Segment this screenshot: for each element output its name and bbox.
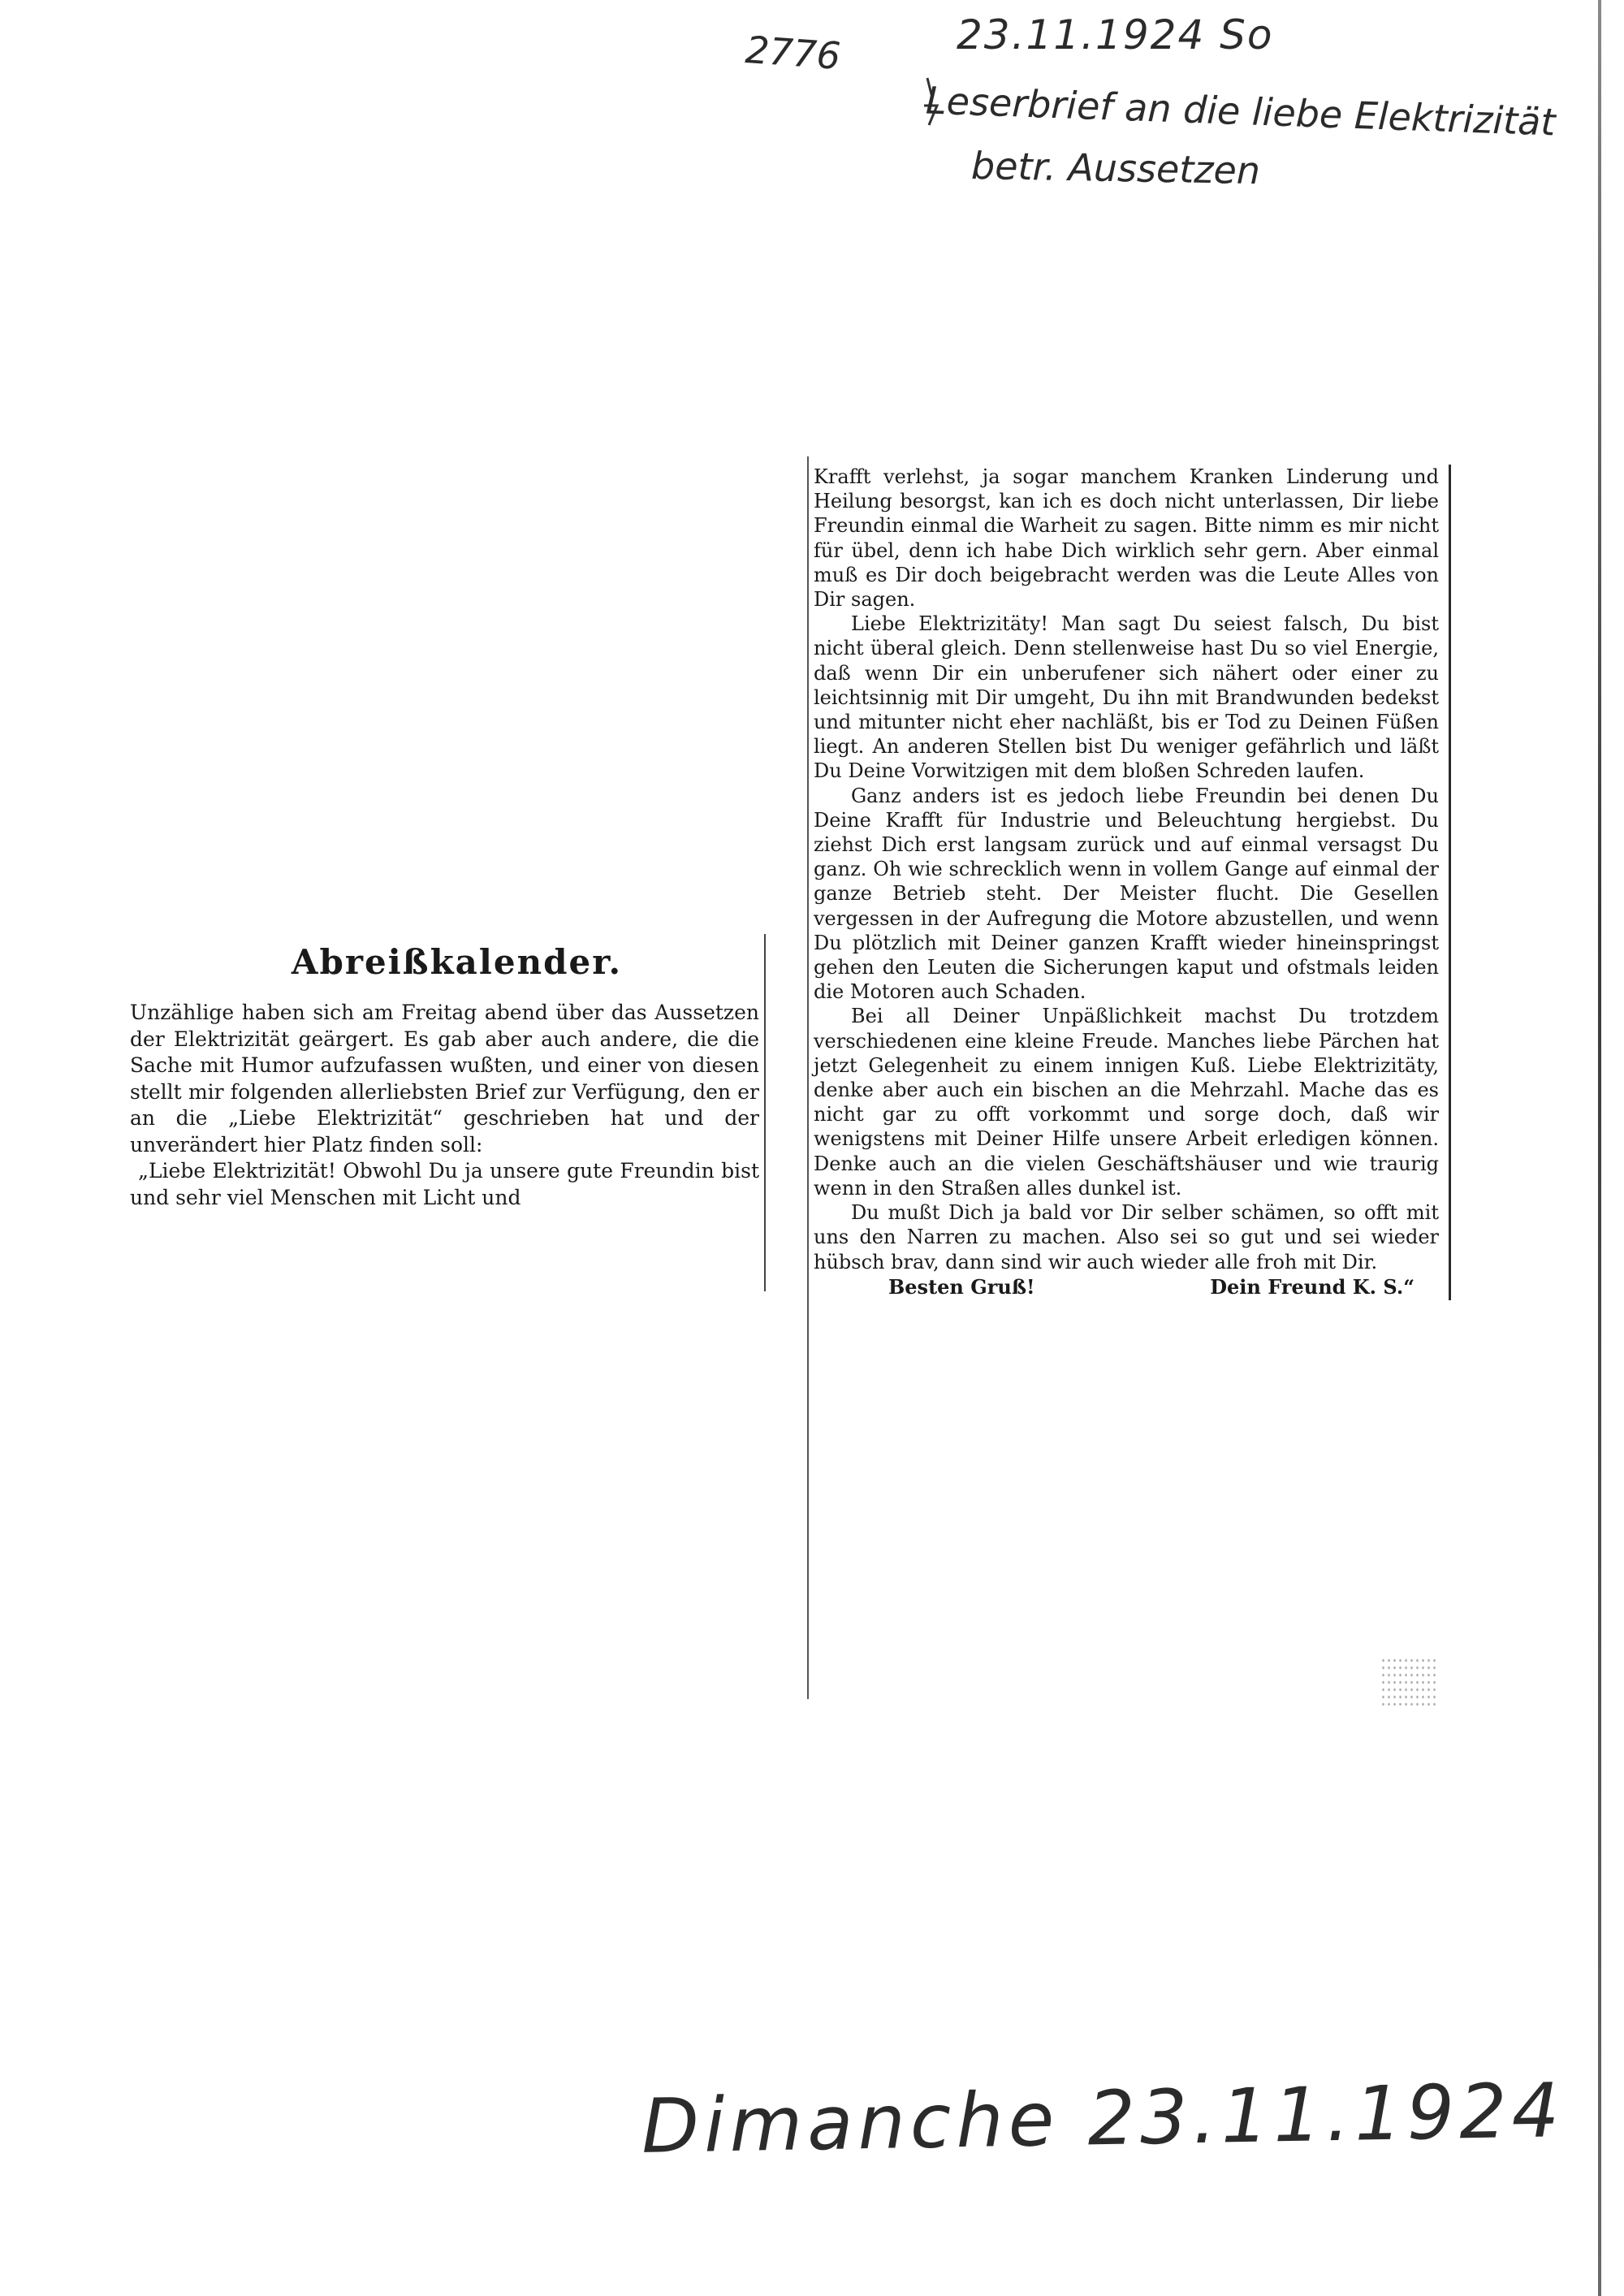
clipping-cut-edge: [807, 456, 809, 1699]
scan-noise: [1380, 1657, 1437, 1706]
signature-line: [814, 1274, 1439, 1300]
right-paragraph-5: Du mußt Dich ja bald vor Dir selber schämen, so offt mit uns den Narren zu machen. Also sei so gut und sei wieder hübsch brav, dann sind wir auch wieder alle froh mit Dir.: [814, 1201, 1439, 1273]
left-paragraph-2: „Liebe Elektrizität! Obwohl Du ja unsere gute Freundin bist und sehr viel Menschen mit Licht und: [130, 1159, 759, 1209]
greeting: Besten Gruß!: [888, 1274, 1035, 1299]
right-clipping: [814, 465, 1451, 1300]
right-paragraph-3: Ganz anders ist es jedoch liebe Freundin bei denen Du Deine Krafft für Industrie und Beleuchtung hergiebst. Du ziehst Dich erst langsam zurück und auf einmal versagst Du ganz. Oh wie schrecklich wenn in vollem Gange auf einmal der ganze Betrieb steht. Der Meister flucht. Die Gesellen vergessen in der Aufregung die Motore abzustellen, und wenn Du plötzlich mit Deiner ganzen Krafft wieder hineinspringst gehen den Leuten die Sicherungen kaput und ofstmals leiden die Motoren auch Schaden.: [814, 784, 1439, 1004]
archive-number: 2776: [744, 27, 842, 79]
right-paragraph-2: Liebe Elektrizitäty! Man sagt Du seiest falsch, Du bist nicht überal gleich. Denn stellenweise hast Du so viel Energie, daß wenn Dir ein unberufener sich nähert oder einer zu leichtsinnig mit Dir umgeht, Du ihn mit Brandwunden bedekst und mitunter nicht eher nachläßt, bis er Tod zu Deinen Füßen liegt. An anderen Stellen bist Du weniger gefährlich und läßt Du Deine Vorwitzigen mit dem bloßen Schreden laufen.: [814, 612, 1439, 783]
right-paragraph-4: Bei all Deiner Unpäßlichkeit machst Du trotzdem verschiedenen eine kleine Freude. Manches liebe Pärchen hat jetzt Gelegenheit zu einem innigen Kuß. Liebe Elektrizitäty, denke aber auch ein bischen an die Mehrzahl. Mache das es nicht gar zu offt vorkommt und sorge doch, daß wir wenigstens mit Deiner Hilfe unsere Arbeit erledigen können. Denke auch an die vielen Geschäftshäuser und wie traurig wenn in den Straßen alles dunkel ist.: [814, 1005, 1439, 1200]
page-edge-shadow: [1598, 0, 1601, 2296]
left-clipping: [130, 942, 759, 1211]
right-paragraph-1: Krafft verlehst, ja sogar manchem Kranken Linderung und Heilung besorgst, kan ich es doch nicht unterlassen, Dir liebe Freundin einmal die Warheit zu sagen. Bitte nimm es mir nicht für übel, denn ich habe Dich wirklich sehr gern. Aber einmal muß es Dir doch beigebracht werden was die Leute Alles von Dir sagen.: [814, 465, 1439, 612]
archive-note-line1: Leserbrief an die liebe Elektrizität: [925, 78, 1557, 145]
left-paragraph-1: Unzählige haben sich am Freitag abend über das Aussetzen der Elektrizität geärgert. Es gab aber auch andere, die die Sache mit Humor aufzufassen wußten, und einer von diesen stellt mir folgenden allerliebsten Brief zur Verfügung, den er an die „Liebe Elektrizität“ geschrieben hat und der unverändert hier Platz finden soll:: [130, 1001, 759, 1157]
signature: Dein Freund K. S.“: [1210, 1274, 1415, 1299]
clipping-headline: Abreißkalender.: [291, 942, 623, 982]
column-divider: [764, 934, 766, 1291]
archive-date: 23.11.1924 So: [957, 11, 1274, 58]
left-clipping-text: [130, 1000, 759, 1211]
archive-note-line2: betr. Aussetzen: [970, 143, 1261, 193]
handwritten-bottom-date: Dimanche 23.11.1924: [641, 2067, 1566, 2170]
